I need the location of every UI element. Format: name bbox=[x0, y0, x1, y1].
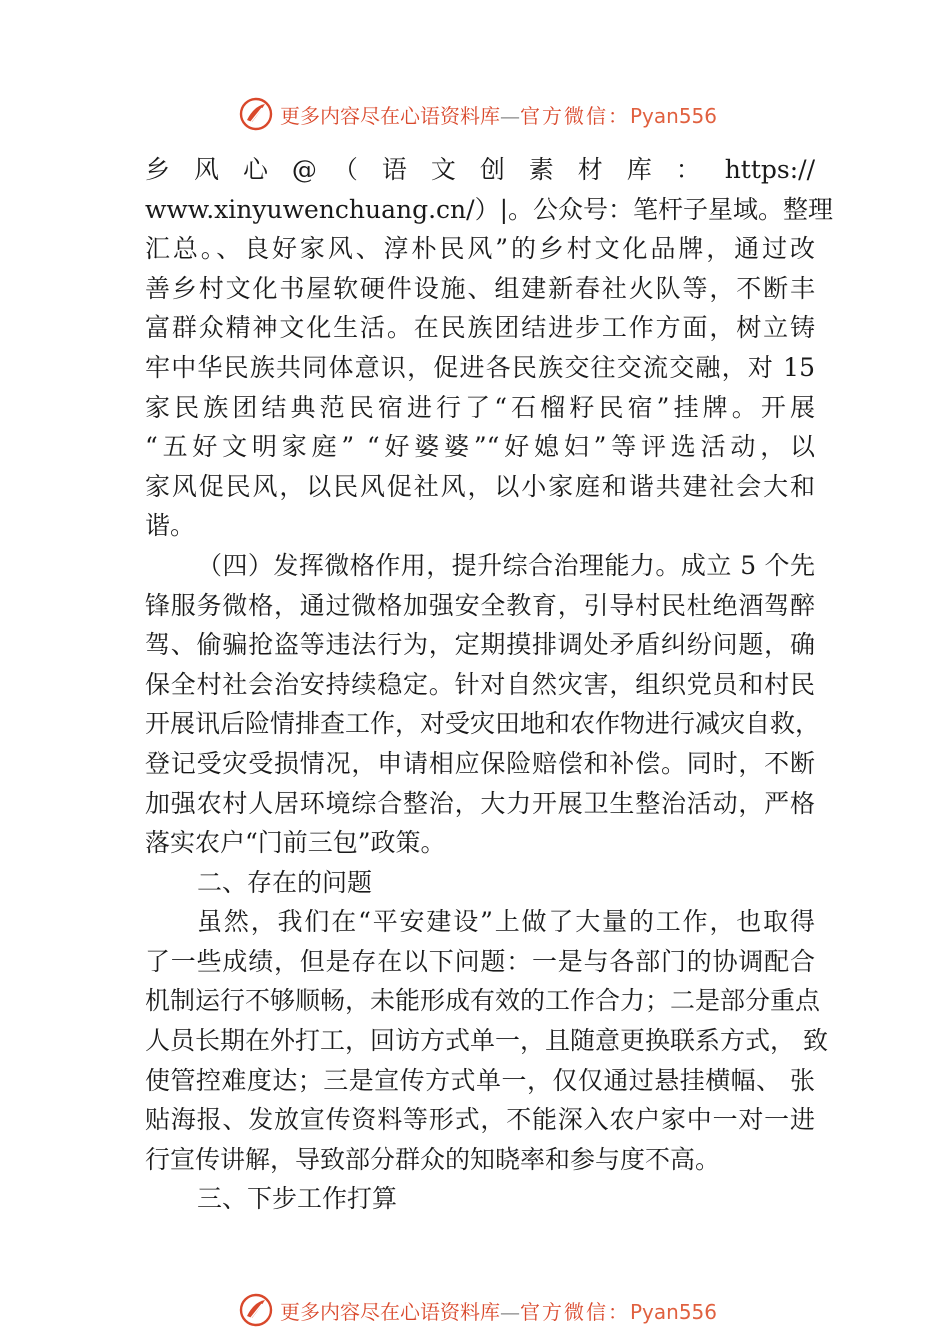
section-four-heading-line: （四）发挥微格作用，提升综合治理能力。成立 5 个先 bbox=[197, 550, 815, 580]
banner-wechat-label: 官方微信： bbox=[520, 104, 630, 128]
body-line: 加强农村人居环境综合整治，大力开展卫生整治活动，严格 bbox=[145, 788, 815, 818]
banner-wechat-label: 官方微信： bbox=[520, 1300, 630, 1324]
banner-dash: — bbox=[500, 1300, 520, 1324]
body-line: www.xinyuwenchuang.cn/）|。公众号：笔杆子星域。整理 bbox=[145, 194, 834, 224]
body-line: 虽然，我们在“平安建设”上做了大量的工作，也取得 bbox=[197, 907, 815, 937]
body-line: 开展讯后险情排查工作，对受灾田地和农作物进行减灾自救， bbox=[145, 709, 821, 739]
body-line: 谐。 bbox=[145, 511, 196, 541]
body-line: 机制运行不够顺畅，未能形成有效的工作合力；二是部分重点 bbox=[145, 986, 821, 1016]
body-line: 登记受灾受损情况，申请相应保险赔偿和补偿。同时，不断 bbox=[145, 748, 815, 778]
body-line: 锋服务微格，通过微格加强安全教育，引导村民杜绝酒驾醉 bbox=[145, 590, 815, 620]
banner-wechat-id: Pyan556 bbox=[630, 104, 718, 128]
body-line: 家风促民风，以民风促社风，以小家庭和谐共建社会大和 bbox=[145, 471, 815, 501]
footer-banner bbox=[0, 1290, 950, 1330]
section-heading-problems: 二、存在的问题 bbox=[197, 867, 373, 897]
brand-logo-icon bbox=[238, 96, 274, 132]
banner-site-name: 更多内容尽在心语资料库 bbox=[280, 1300, 500, 1324]
document-body bbox=[145, 150, 834, 1219]
banner-site-name: 更多内容尽在心语资料库 bbox=[280, 104, 500, 128]
body-line: 驾、偷骗抢盗等违法行为，定期摸排调处矛盾纠纷问题，确 bbox=[145, 630, 815, 660]
banner-dash: — bbox=[500, 104, 520, 128]
body-line: 使管控难度达；三是宣传方式单一，仅仅通过悬挂横幅、 张 bbox=[145, 1065, 815, 1095]
body-line: 家民族团结典范民宿进行了“石榴籽民宿”挂牌。开展 bbox=[145, 392, 815, 422]
body-line: 贴海报、发放宣传资料等形式，不能深入农户家中一对一进 bbox=[145, 1105, 815, 1135]
header-banner bbox=[0, 94, 950, 134]
body-line: 行宣传讲解，导致部分群众的知晓率和参与度不高。 bbox=[145, 1144, 721, 1174]
body-line: 富群众精神文化生活。在民族团结进步工作方面，树立铸 bbox=[145, 313, 815, 343]
body-line: 善乡村文化书屋软硬件设施、组建新春社火队等，不断丰 bbox=[145, 273, 815, 303]
brand-logo-icon bbox=[238, 1292, 274, 1328]
body-line: “五好文明家庭” “好婆婆”“好媳妇”等评选活动，以 bbox=[145, 432, 815, 462]
banner-wechat-id: Pyan556 bbox=[630, 1300, 718, 1324]
body-line: 人员长期在外打工，回访方式单一，且随意更换联系方式， 致 bbox=[145, 1026, 828, 1056]
body-line: 落实农户“门前三包”政策。 bbox=[145, 828, 446, 858]
section-heading-next-steps: 三、下步工作打算 bbox=[197, 1184, 398, 1214]
body-line: 了一些成绩，但是存在以下问题：一是与各部门的协调配合 bbox=[145, 946, 815, 976]
body-line: 牢中华民族共同体意识，促进各民族交往交流交融，对 15 bbox=[145, 352, 815, 382]
banner-text bbox=[280, 100, 717, 129]
body-line: 保全村社会治安持续稳定。针对自然灾害，组织党员和村民 bbox=[145, 669, 815, 699]
body-line: 乡 风 心 @ （ 语 文 创 素 材 库 ： https:// bbox=[145, 155, 815, 184]
banner-text bbox=[280, 1296, 717, 1325]
body-line: 汇总。、良好家风、淳朴民风”的乡村文化品牌，通过改 bbox=[145, 234, 815, 264]
